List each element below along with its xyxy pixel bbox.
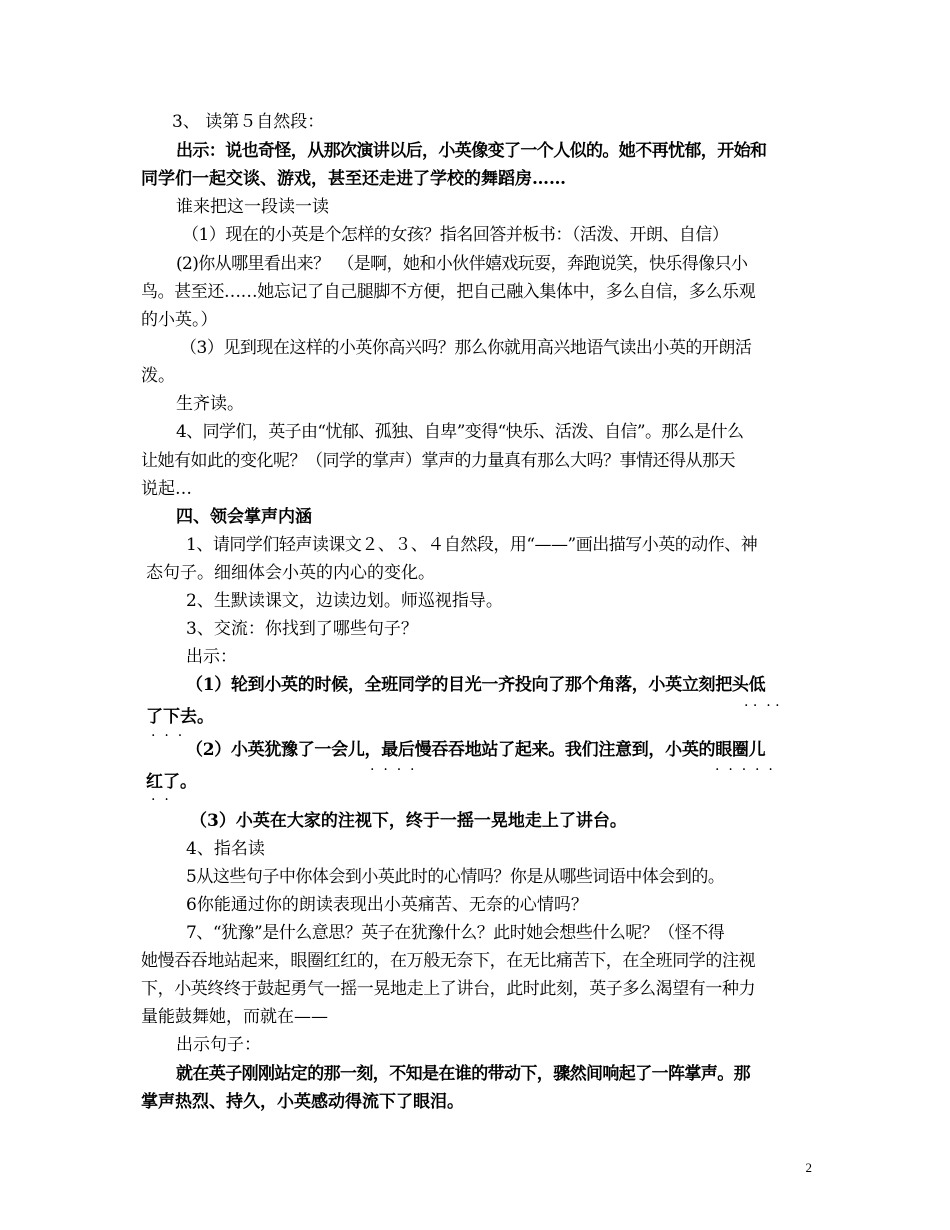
paragraph-line: 谁来把这一段读一读 [176,197,329,217]
quoted-sentence: （1）轮到小英的时候，全班同学的目光一齐投向了那个角落，小英立刻把头低 [186,675,766,695]
emphasis-dots: . . . [151,724,183,740]
paragraph-line: 她慢吞吞地站起来，眼圈红红的，在万般无奈下，在无比痛苦下，在全班同学的注视 [141,951,756,971]
paragraph-line: 让她有如此的变化呢？（同学的掌声）掌声的力量真有那么大吗？事情还得从那天 [141,451,735,471]
paragraph-line: 量能鼓舞她，而就在—— [141,1007,328,1027]
paragraph-line: 4、指名读 [186,839,265,859]
paragraph-line: 1、请同学们轻声读课文２、３、４自然段，用“——”画出描写小英的动作、神 [186,535,758,555]
paragraph-line: 下，小英终终于鼓起勇气一摇一晃地走上了讲台，此时此刻，英子多么渴望有一种力 [141,979,756,999]
paragraph-line: 的小英。） [141,310,218,330]
page-number: 2 [805,1160,812,1175]
emphasis-dots: . . [151,788,169,804]
paragraph-line: 3、 读第５自然段： [172,112,325,132]
emphasis-dots: . . . . [744,694,780,710]
paragraph-line: 生齐读。 [176,394,244,414]
paragraph-line: 说起… [141,479,192,499]
emphasis-dots: . . . . . [715,758,773,774]
paragraph-line: 泼。 [141,366,175,386]
paragraph-line: 鸟。甚至还……她忘记了自己腿脚不方便，把自己融入集体中，多么自信，多么乐观 [141,282,756,302]
paragraph-line: （3）见到现在这样的小英你高兴吗？那么你就用高兴地语气读出小英的开朗活 [180,338,752,358]
paragraph-line: 2、生默读课文，边读边划。师巡视指导。 [186,591,503,611]
paragraph-line: 4、同学们，英子由“忧郁、孤独、自卑”变得“快乐、活泼、自信”。那么是什么 [176,422,744,442]
emphasis-dots: . . . . [370,758,415,774]
paragraph-line: 态句子。细细体会小英的内心的变化。 [146,563,435,583]
quoted-sentence: 了下去。 [146,707,214,727]
paragraph-line: 6你能通过你的朗读表现出小英痛苦、无奈的心情吗？ [186,895,588,915]
paragraph-line: 出示： [186,647,237,667]
quoted-sentence: （3）小英在大家的注视下，终于一摇一晃地走上了讲台。 [190,811,627,831]
paragraph-line: 5从这些句子中你体会到小英此时的心情吗？你是从哪些词语中体会到的。 [186,867,725,887]
quoted-sentence: （2）小英犹豫了一会儿，最后慢吞吞地站了起来。我们注意到，小英的眼圈儿 [186,740,766,760]
paragraph-line: 出示句子： [176,1035,261,1055]
paragraph-line: 7、“犹豫”是什么意思？英子在犹豫什么？此时她会想些什么呢？（怪不得 [186,923,725,943]
quoted-sentence: 红了。 [146,772,197,792]
paragraph-line: (2)你从哪里看出来？ （是啊，她和小伙伴嬉戏玩耍，奔跑说笑，快乐得像只小 [176,254,748,274]
quoted-sentence: 掌声热烈、持久，小英感动得流下了眼泪。 [141,1092,464,1112]
paragraph-line: 同学们一起交谈、游戏，甚至还走进了学校的舞蹈房…… [141,169,566,189]
paragraph-line: 3、交流：你找到了哪些句子？ [186,619,418,639]
section-heading: 四、领会掌声内涵 [176,507,312,527]
paragraph-line: 出示：说也奇怪，从那次演讲以后，小英像变了一个人似的。她不再忧郁，开始和 [176,141,767,161]
paragraph-line: （1）现在的小英是个怎样的女孩？指名回答并板书：（活泼、开朗、自信） [182,225,729,245]
quoted-sentence: 就在英子刚刚站定的那一刻，不知是在谁的带动下，骤然间响起了一阵掌声。那 [176,1064,750,1084]
